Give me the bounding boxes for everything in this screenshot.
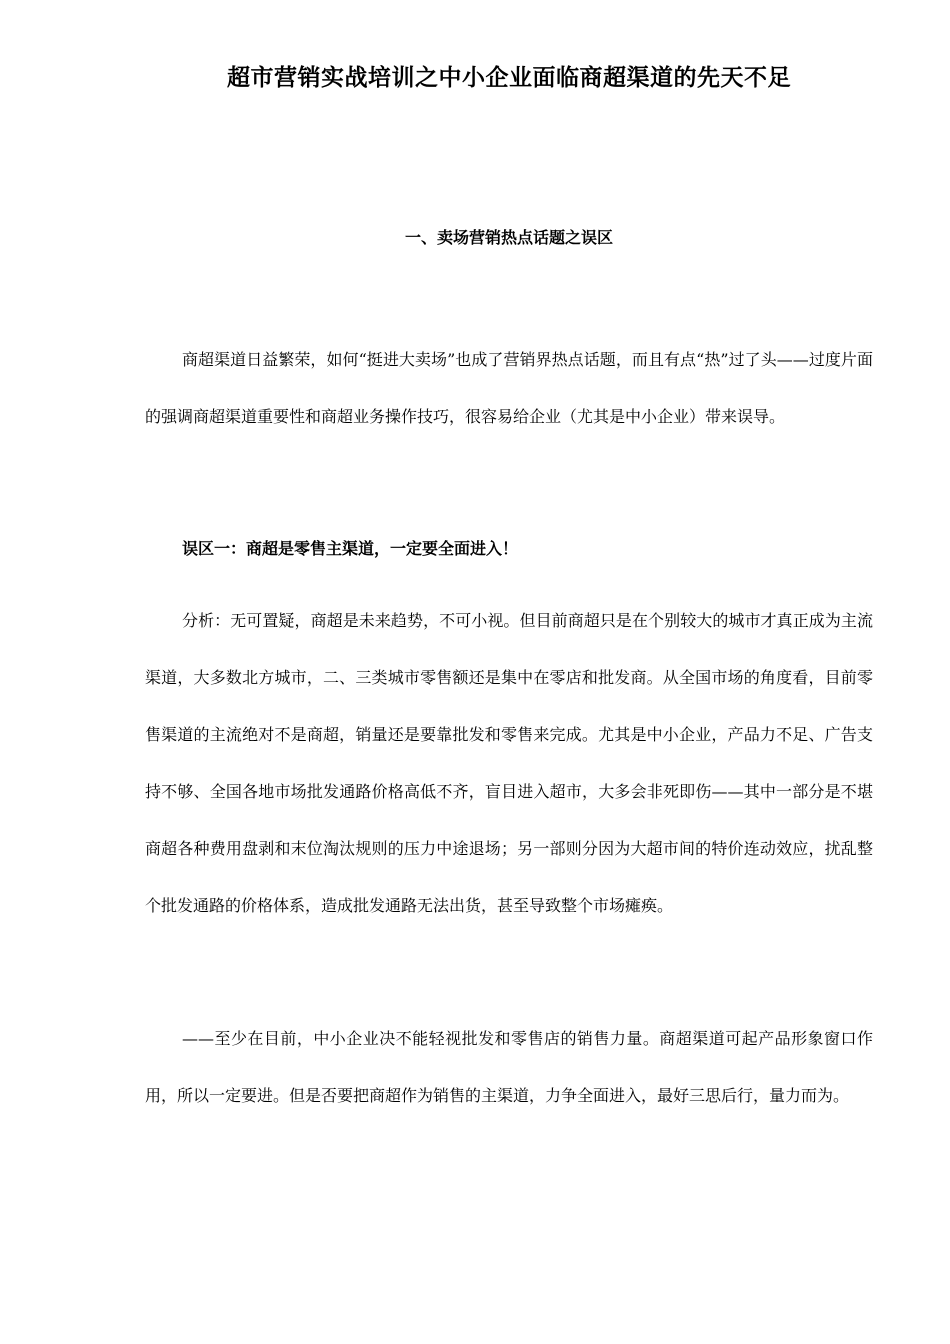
page-title: 超市营销实战培训之中小企业面临商超渠道的先天不足 — [227, 64, 791, 91]
section-heading: 一、卖场营销热点话题之误区 — [404, 228, 613, 247]
analysis-paragraph: 分析：无可置疑，商超是未来趋势，不可小视。但目前商超只是在个别较大的城市才真正成为主流渠道，大多数北方城市，二、三类城市零售额还是集中在零店和批发商。从全国市场的角度看，目前零售渠道的主流绝对不是商超，销量还是要靠批发和零售来完成。尤其是中小企业，产品力不足、广告支持不够、全国各地市场批发通路价格高低不齐，盲目进入超市，大多会非死即伤——其中一部分是不堪商超各种费用盘剥和末位淘汰规则的压力中途退场；另一部则分因为大超市间的特价连动效应，扰乱整个批发通路的价格体系，造成批发通路无法出货，甚至导致整个市场瘫痪。 — [145, 611, 873, 915]
conclusion-paragraph: ——至少在目前，中小企业决不能轻视批发和零售店的销售力量。商超渠道可起产品形象窗口作用，所以一定要进。但是否要把商超作为销售的主渠道，力争全面进入，最好三思后行，量力而为。 — [145, 1029, 873, 1105]
intro-paragraph: 商超渠道日益繁荣，如何“挺进大卖场”也成了营销界热点话题，而且有点“热”过了头——过度片面的强调商超渠道重要性和商超业务操作技巧，很容易给企业（尤其是中小企业）带来误导。 — [145, 350, 873, 426]
myth-heading: 误区一：商超是零售主渠道，一定要全面进入！ — [182, 539, 519, 558]
